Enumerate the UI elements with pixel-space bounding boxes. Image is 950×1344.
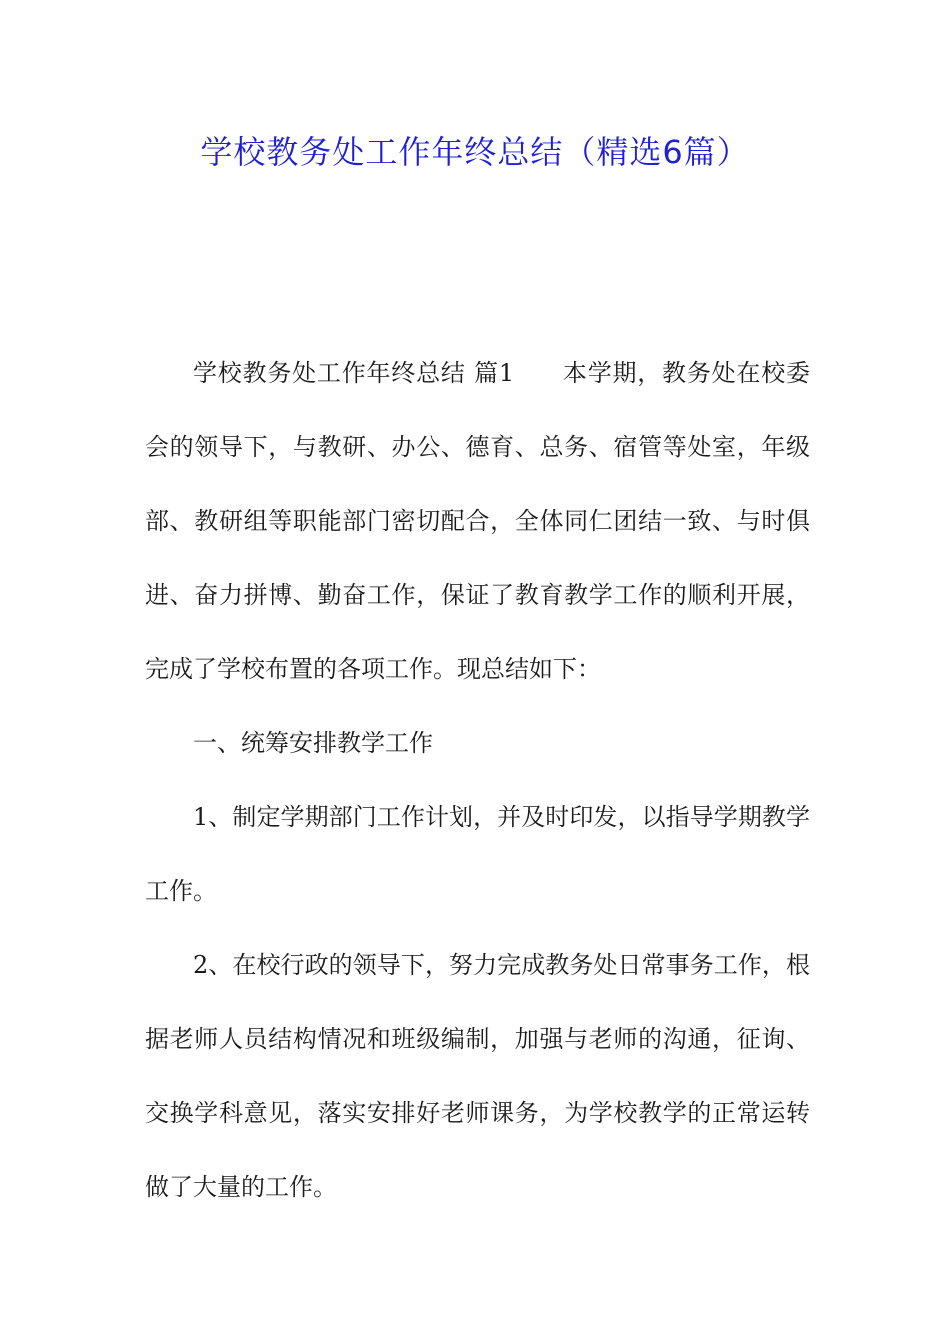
paragraph-2: 一、统筹安排教学工作 xyxy=(193,729,433,757)
paragraph-1 xyxy=(145,336,810,706)
paragraph-1-text: 本学期，教务处在校委会的领导下，与教研、办公、德育、总务、宿管等处室，年级部、教研组等职能部门密切配合，全体同仁团结一致、与时俱进、奋力拼博、勤奋工作，保证了教育教学工作的顺利开展，完成了学校布置的各项工作。现总结如下： xyxy=(145,359,810,683)
paragraph-3: 1、制定学期部门工作计划，并及时印发，以指导学期教学工作。 xyxy=(145,803,810,905)
section-heading-1: 学校教务处工作年终总结 篇1 xyxy=(193,359,515,387)
document-title: 学校教务处工作年终总结（精选6篇） xyxy=(200,133,750,171)
paragraph-4: 2、在校行政的领导下，努力完成教务处日常事务工作，根据老师人员结构情况和班级编制，加强与老师的沟通，征询、交换学科意见，落实安排好老师课务，为学校教学的正常运转做了大量的工作。 xyxy=(145,951,810,1201)
document-body xyxy=(145,336,810,1224)
